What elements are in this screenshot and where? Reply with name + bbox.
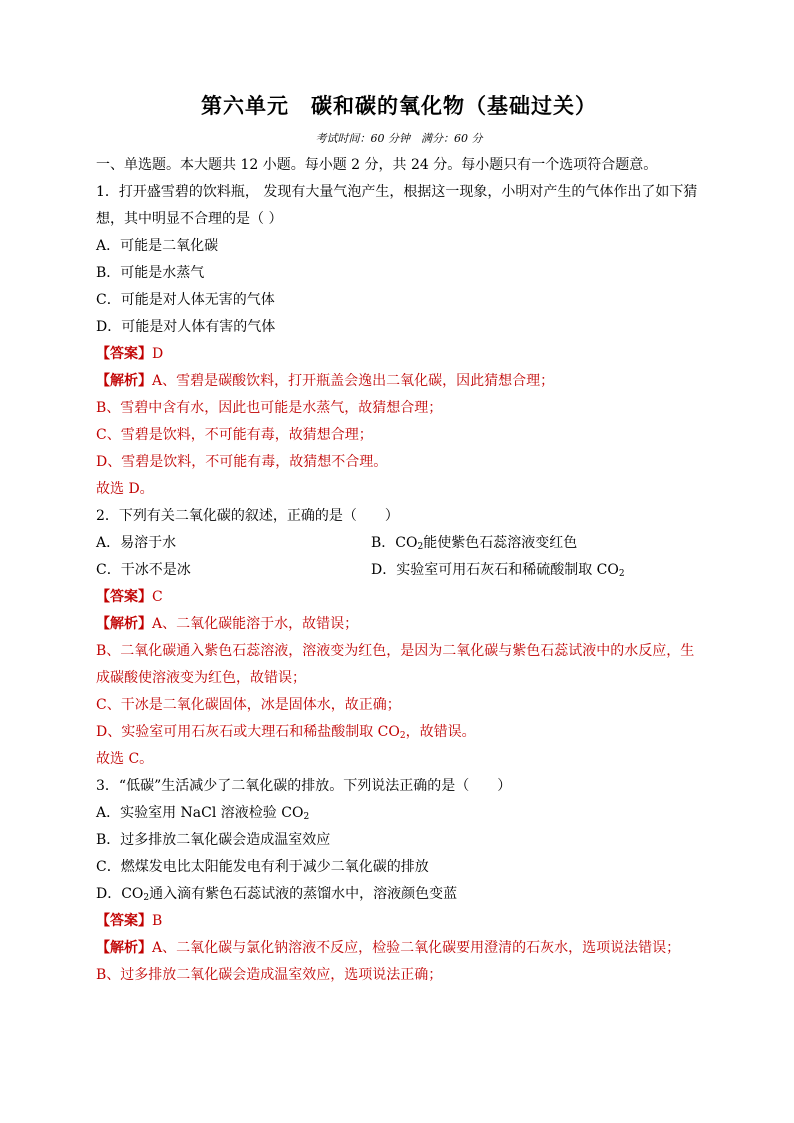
question-2-analysis-c: C、干冰是二氧化碳固体，冰是固体水，故正确；	[96, 697, 401, 713]
analysis-text: D、实验室可用石灰石或大理石和稀盐酸制取 CO	[96, 724, 400, 740]
question-2-options-row-2	[96, 557, 702, 584]
question-2-analysis-d	[96, 719, 702, 746]
question-1-conclusion: 故选 D。	[96, 481, 154, 497]
analysis-text: A、二氧化碳能溶于水，故错误；	[152, 616, 359, 632]
question-3-option-b: B．过多排放二氧化碳会造成温室效应	[96, 832, 331, 848]
subscript: 2	[303, 812, 310, 822]
answer-tag: 【答案】	[96, 913, 152, 929]
question-2-option-d	[371, 557, 646, 584]
question-2-options-row-1	[96, 530, 702, 557]
question-1-option-c: C．可能是对人体无害的气体	[96, 292, 275, 308]
question-2-conclusion: 故选 C。	[96, 751, 154, 767]
page-title: 第六单元 碳和碳的氧化物（基础过关）	[201, 93, 597, 118]
answer-tag: 【答案】	[96, 589, 152, 605]
question-2-answer	[96, 584, 702, 611]
question-2-option-b	[371, 530, 646, 557]
question-2-analysis-b: B、二氧化碳通入紫色石蕊溶液，溶液变为红色，是因为二氧化碳与紫色石蕊试液中的水反应，生成碳酸使溶液变为红色，故错误；	[96, 643, 695, 686]
section-heading: 一、单选题。本大题共 12 小题。每小题 2 分，共 24 分。每小题只有一个选项符合题意。	[96, 157, 658, 173]
analysis-text: A、雪碧是碳酸饮料，打开瓶盖会逸出二氧化碳，因此猜想合理；	[152, 373, 555, 389]
question-1-analysis-b: B、雪碧中含有水，因此也可能是水蒸气，故猜想合理；	[96, 400, 443, 416]
answer-value: D	[152, 346, 164, 362]
subscript: 2	[143, 893, 150, 903]
option-b-text: B．CO	[371, 535, 418, 551]
question-2-stem: 2．下列有关二氧化碳的叙述，正确的是（ ）	[96, 508, 399, 524]
question-1-option-b: B．可能是水蒸气	[96, 265, 205, 281]
question-2-option-a: A．易溶于水	[96, 535, 177, 551]
answer-tag: 【答案】	[96, 346, 152, 362]
option-d-text-rest: 通入滴有紫色石蕊试液的蒸馏水中，溶液颜色变蓝	[149, 886, 458, 902]
question-2-analysis-a	[96, 611, 702, 638]
question-3-analysis-a	[96, 935, 702, 962]
question-1-analysis-c: C、雪碧是饮料，不可能有毒，故猜想合理；	[96, 427, 373, 443]
analysis-text-rest: ，故错误。	[405, 724, 476, 740]
question-1-analysis-d: D、雪碧是饮料，不可能有毒，故猜想不合理。	[96, 454, 388, 470]
exam-info: 考试时间：60 分钟 满分：60 分	[315, 132, 483, 145]
question-1-stem: 1．打开盛雪碧的饮料瓶， 发现有大量气泡产生，根据这一现象，小明对产生的气体作出了如下猜想，其中明显不合理的是（ ）	[96, 184, 698, 227]
question-3-option-a	[96, 800, 702, 827]
subscript: 2	[399, 731, 406, 741]
question-1-analysis-a	[96, 368, 702, 395]
question-3-analysis-b: B、过多排放二氧化碳会造成温室效应，选项说法正确；	[96, 967, 443, 983]
option-b-text-rest: 能使紫色石蕊溶液变红色	[423, 535, 578, 551]
question-1-answer	[96, 341, 702, 368]
question-3-answer	[96, 908, 702, 935]
question-1-option-a: A．可能是二氧化碳	[96, 238, 219, 254]
option-d-text: D．CO	[96, 886, 144, 902]
option-d-text: D．实验室可用石灰石和稀硫酸制取 CO	[371, 562, 619, 578]
option-a-text: A．实验室用 NaCl 溶液检验 CO	[96, 805, 304, 821]
answer-value: B	[152, 913, 163, 929]
question-3-option-d	[96, 881, 702, 908]
subscript: 2	[417, 542, 424, 552]
question-2-option-c: C．干冰不是冰	[96, 562, 191, 578]
analysis-tag: 【解析】	[96, 940, 152, 956]
analysis-tag: 【解析】	[96, 373, 152, 389]
question-3-option-c: C．燃煤发电比太阳能发电有利于减少二氧化碳的排放	[96, 859, 429, 875]
analysis-tag: 【解析】	[96, 616, 152, 632]
analysis-text: A、二氧化碳与氯化钠溶液不反应，检验二氧化碳要用澄清的石灰水，选项说法错误；	[152, 940, 681, 956]
answer-value: C	[152, 589, 163, 605]
question-1-option-d: D．可能是对人体有害的气体	[96, 319, 276, 335]
subscript: 2	[618, 569, 625, 579]
question-3-stem: 3．“低碳”生活减少了二氧化碳的排放。下列说法正确的是（ ）	[96, 778, 512, 794]
